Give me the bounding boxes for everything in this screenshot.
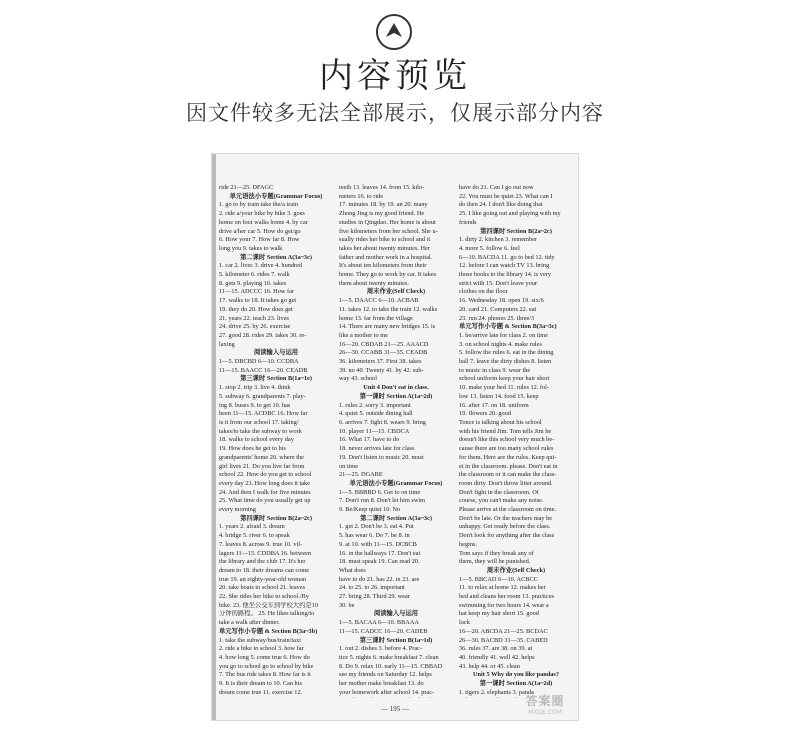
answer-line: meters 16. to ride [339, 192, 384, 200]
answer-line: 7. Don't run 8. Don't let him swim [339, 497, 426, 505]
answer-line: 26—30. BACBD 31—35. CABED [459, 636, 548, 644]
answer-line: friends [459, 218, 477, 226]
answer-line: 1. tigers 2. elephants 3. panda [459, 688, 534, 696]
answer-line: 5. subway 6. grandparents 7. play- [219, 392, 306, 400]
answer-line: home on foot walks home 4. by car [219, 218, 308, 226]
answer-line: 6. How your 7. How far 8. How [219, 236, 300, 244]
answer-line: doesn't like this school very much be- [459, 436, 555, 444]
page-subtitle: 因文件较多无法全部展示，仅展示部分内容 [186, 101, 604, 125]
answer-line: lagers 11—15. CDDBA 16. between [219, 549, 312, 557]
answer-line: 8. gets 9. playing 10. takes [219, 279, 287, 287]
answer-line: 39. no 40. Twenty 41. by 42. sub- [339, 366, 424, 374]
answer-line: dream to 18. their dreams can come [219, 566, 310, 574]
section-heading: 第二课时 Section A(3a~3c) [360, 514, 432, 522]
answer-line: been 11—15. ACDBC 16. How far [219, 410, 308, 418]
answer-line: grandparents' home 20. where the [219, 453, 304, 461]
answer-line: have do 21. Can I go out now [459, 184, 534, 191]
answer-line: take a walk after dinner. [219, 619, 280, 627]
answer-line: ing 8. buses 9. to get 10. has [219, 401, 291, 409]
answer-line: 24. to 25. to 26. important [339, 584, 405, 592]
answer-line: clothes on the floor [459, 288, 508, 296]
answer-line: begins. [459, 540, 478, 548]
answer-columns [219, 184, 573, 698]
answer-line: 22. You must be quiet 23. What can I [459, 192, 553, 200]
answer-line: Don't fight in the classroom. Of [459, 488, 539, 496]
answer-line: 25. I like going out and playing with my [459, 210, 561, 218]
answer-line: 40. friendly 41. well 42. helps [459, 653, 535, 661]
answer-line: ride 21—25. DFAGC [219, 184, 274, 191]
section-heading: 单元写作小专题 & Section B(3a~3b) [219, 627, 318, 635]
answer-line: Zhong Jing is my good friend. He [339, 210, 425, 218]
answer-line: 18. walks to school every day [219, 436, 294, 444]
answer-line: 16. What 17. have to do [339, 436, 400, 444]
answer-line: hat keep my hair short 15. good [459, 610, 539, 618]
section-heading: 周末作业(Self Check) [486, 566, 546, 574]
answer-line: 10. player 11—15. CBDCA [339, 427, 410, 435]
answer-line: 1—5. DAACC 6—10. ACBAB [339, 297, 419, 305]
answer-line: her mother make breakfast 13. do [339, 680, 424, 688]
answer-line: 24. drive 25. by 26. exercise [219, 323, 291, 331]
answer-line: 18. must speak 19. Can read 20. [339, 558, 420, 566]
answer-line: 1. be/arrive late for class 2. on time [459, 331, 548, 339]
section-heading: 第一课时 Section A(1a~2d) [359, 392, 433, 400]
answer-line: 17. walks to 18. It takes go get [219, 297, 297, 305]
answer-line: 3. on school nights 4. make rules [459, 340, 542, 348]
answer-line: 16. after 17. on 18. uniform [459, 401, 529, 409]
answer-line: 1. out 2. dishes 3. before 4. Prac- [339, 645, 423, 653]
answer-line: 24. And then I walk for five minutes [219, 488, 311, 496]
answer-line: 1. years 2. afraid 3. dream [219, 523, 285, 531]
answer-line: strict with 15. Don't leave your [459, 279, 538, 287]
answer-line: 14. There are many new bridges 15. is [339, 323, 436, 331]
answer-line: 9. at 10. with 11—15. DCBCB [339, 540, 417, 548]
answer-line: 17. minutes 18. by 19. an 20. many [339, 201, 428, 209]
answer-line: 19. Don't listen to music 20. must [339, 453, 424, 461]
answer-line: 1—5. BACAA 6—10. BBAAA [339, 619, 419, 627]
section-heading: 阅读输入与运用 [253, 349, 299, 357]
answer-line: home 13. far from the village [339, 314, 413, 322]
answer-line: 19. flowers 20. good [459, 410, 511, 418]
answer-line: them about twenty minutes. [339, 279, 409, 287]
answer-line: 1. rules 2. sorry 3. important [339, 401, 411, 409]
answer-column-left [219, 184, 333, 698]
answer-line: Please arrive at the classroom on time. [459, 506, 557, 514]
answer-line: 11—15. ADCCC 16. How far [219, 288, 294, 296]
section-heading: 第三课时 Section B(1a~1d) [359, 636, 433, 644]
answer-line: cause there are too many school rules [459, 445, 554, 453]
answer-line: every day 23. How long does it take [219, 479, 310, 487]
answer-line: the library and the club 17. It's her [219, 558, 306, 566]
watermark-logo [518, 692, 572, 716]
answer-line: 11—15. CADCC 16—20. CADEB [339, 627, 428, 635]
answer-line: 26—30. CCABB 31—35. CEADB [339, 349, 428, 357]
answer-line: those books to the library 14. is very [459, 271, 551, 279]
answer-line: studies in Qingdao. Her home is about [339, 218, 436, 226]
answer-column-right [459, 184, 573, 698]
section-heading: 周末作业(Self Check) [366, 288, 426, 296]
answer-line: drive a/her car 5. How do get/go [219, 227, 301, 235]
answer-line: 12. before I can watch TV 13. bring [459, 262, 550, 270]
answer-line: you go to school go to school by bike [219, 662, 314, 670]
section-heading: 第四课时 Section B(2a~2c) [240, 514, 312, 522]
answer-line: 19. How does he get to his [219, 445, 286, 453]
answer-line: takes/to take the subway to work [219, 427, 302, 435]
answer-line: like a mother to me [339, 331, 388, 339]
answer-line [339, 697, 453, 698]
answer-line: with his friend Jim. Tom tells Jim he [459, 427, 552, 435]
answer-line: hall 7. leave the dirty dishes 8. listen [459, 358, 552, 366]
answer-line: 16—20. ABCDA 21—25. BCDAC [459, 627, 548, 635]
answer-line: 7. leaves 8. across 9. true 10. vil- [219, 540, 303, 548]
answer-line: Don't look for anything after the class [459, 532, 555, 540]
answer-line: 1—5. BBCAD 6—10. ACBCC [459, 575, 538, 583]
answer-line: 18. never arrives late for class [339, 445, 415, 453]
answer-line: 16—20. CBDAB 21—25. AAACD [339, 340, 429, 348]
answer-line: laxing [219, 340, 235, 348]
answer-line: school 22. How do you get to school [219, 471, 312, 479]
answer-line: 20. take boats to school 21. leaves [219, 584, 306, 592]
answer-line: 5. kilometer 6. rides 7. walk [219, 271, 290, 279]
answer-line: for them. Here are the rules. Keep qui- [459, 453, 557, 461]
answer-line: What does [339, 566, 366, 574]
answer-line: 11. takes 12. to take the train 12. walks [339, 305, 438, 313]
answer-line: 1—5. BBBBD 6. Get to on time [339, 488, 421, 496]
answer-line: 5. follow the rules 6. eat in the dining [459, 349, 554, 357]
answer-line: 4. more 5. follow 6. feel [459, 244, 520, 252]
answer-line: 10. make your bed 11. rules 12. fol- [459, 384, 550, 392]
section-heading: 单元语法小专题(Grammar Focus) [229, 192, 323, 200]
answer-line: every morning [219, 506, 256, 514]
answer-line: see my friends on Saturday 12. helps [339, 671, 432, 679]
answer-line: 36. rules 37. are 38. on 39. at [459, 645, 533, 653]
answer-line: on time [339, 462, 359, 470]
answer-line: 27. good 28. rides 29. takes 30. re- [219, 331, 307, 339]
answer-line: girl lives 21. Do you live far from [219, 462, 305, 470]
answer-line: 11—15. BAACC 16—20. CEADB [219, 366, 308, 374]
answer-line: your homework after school 14. prac- [339, 688, 435, 696]
document-preview [211, 153, 579, 721]
answer-line: 16. Wednesday 18. open 19. six/6 [459, 297, 544, 305]
section-heading: Unit 4 Don't eat in class. [363, 384, 429, 392]
section-heading: Unit 5 Why do you like pandas? [473, 671, 559, 679]
answer-line: 5. has wear 6. Do 7. be 8. in [339, 532, 410, 540]
answer-line: 1. go to by train take the/a train [219, 201, 299, 209]
answer-line: to music in class 9. wear the [459, 366, 531, 374]
answer-line: 1. stop 2. trip 3. live 4. think [219, 384, 291, 392]
answer-line: bike. 23. 他坐公交车到学校大约是10 [219, 601, 318, 609]
answer-line: teeth 13. leaves 14. from 15. kilo- [339, 184, 425, 191]
answer-line: 2. ride a bike to school 3. how far [219, 645, 304, 653]
answer-line: five kilometers from her school. She u- [339, 227, 438, 235]
answer-line: true 19. an eighty-year-old woman [219, 575, 307, 583]
answer-line: Tom says if they break any of [459, 549, 534, 557]
answer-line: 4. how long 5. come true 6. How do [219, 653, 310, 661]
answer-line: 9. Be/Keep quiet 10. No [339, 506, 401, 514]
answer-line: 25. What time do you usually get up [219, 497, 311, 505]
answer-line: 23. run 24. phones 25. three/3 [459, 314, 535, 322]
answer-line: 分钟的路程。 25. He likes talking/to [219, 610, 315, 618]
answer-line: 22. She rides her bike to school./By [219, 593, 309, 601]
answer-line: 6—10. BACDA 11. go to bed 12. tidy [459, 253, 555, 261]
watermark-url: MXQE.COM [528, 709, 562, 716]
answer-line: 1. dirty 2. kitchen 3. remember [459, 236, 537, 244]
section-heading: 阅读输入与运用 [373, 610, 419, 618]
answer-line: have to do 21. has 22. in 23. are [339, 575, 420, 583]
answer-line: 21. years 22. teach 23. lives [219, 314, 289, 322]
answer-line: room dirty. Don't throw litter around. [459, 479, 553, 487]
answer-line: 9. It is their dream to 10. Can his [219, 680, 302, 688]
section-heading: 第四课时 Section B(2a~2c) [480, 227, 552, 235]
answer-line: do then 24. I don't like doing that [459, 201, 543, 209]
answer-line: 4. bridge 5. river 6. to speak [219, 532, 290, 540]
watermark-text: 答案圈 [525, 694, 565, 708]
section-heading: 单元语法小专题(Grammar Focus) [349, 479, 443, 487]
answer-line: tice 5. nights 6. make breakfast 7. clean [339, 653, 439, 661]
answer-line: 1—5. DBCBD 6—10. CCDBA [219, 358, 299, 366]
answer-line: the classroom or it can make the class- [459, 471, 557, 479]
answer-line: dream come true 11. exercise 12. [219, 688, 303, 696]
answer-line: home. They go to work by car. It takes [339, 271, 437, 279]
answer-line: 1. get 2. Don't be 3. eat 4. Put [339, 523, 414, 531]
answer-line: 16. in the hallways 17. Don't eat [339, 549, 421, 557]
section-heading: 单元写作小专题 & Section B(3a~3c) [459, 323, 557, 331]
answer-line: 2. ride a/your bike by bike 3. goes [219, 210, 305, 218]
answer-line: 43. help 44. or 45. clean [459, 662, 520, 670]
section-heading: 第二课时 Section A(3a~3c) [240, 253, 312, 261]
section-heading: 第一课时 Section A(1a~2d) [479, 680, 553, 688]
answer-line: et in the classroom. please. Don't eat in [459, 462, 558, 470]
answer-line: way 43. school [339, 375, 377, 383]
answer-line: 6. arrives 7. fight 8. wears 9. bring [339, 418, 426, 426]
page-number: — 195 — [381, 705, 409, 713]
answer-line: Tonce is talking about his school [459, 418, 542, 426]
answer-line: 21—25. DGABE [339, 471, 383, 479]
logo-icon [376, 14, 412, 50]
answer-line: 1. take the subway/bus/train/taxi [219, 636, 301, 644]
answer-line: 20. card 21. Computers 22. eat [459, 305, 537, 313]
answer-line: 11. to relax at home 12. makes her [459, 584, 546, 592]
answer-line: them, they will be punished. [459, 558, 531, 566]
answer-line: 8. Do 9. relax 10. early 11—15. CBBAD [339, 662, 443, 670]
answer-line: bed and cleans her room 13. practices [459, 593, 554, 601]
answer-line: swimming for two hours 14. wear a [459, 601, 549, 609]
answer-line: 4. quiet 5. outside dining hall [339, 410, 413, 418]
answer-line: takes her about twenty minutes. Her [339, 244, 430, 252]
answer-line: 36. kilometers 37. First 38. takes [339, 358, 422, 366]
answer-line: 27. bring 28. Third 29. wear [339, 593, 410, 601]
answer-line: Don't be late. Or the teachers may be [459, 514, 553, 522]
answer-line: long you 9. takes to walk [219, 244, 283, 252]
answer-line: sually rides her bike to school and it [339, 236, 431, 244]
answer-line: 1. car 2. lives 3. drive 4. hundred [219, 262, 303, 270]
answer-line: low 13. listen 14. food 15. keep [459, 392, 539, 400]
answer-line: 19. they do 20. How does get [219, 305, 293, 313]
answer-line: luck [459, 619, 470, 627]
answer-line: It's about ten kilometers from their [339, 262, 427, 270]
page-title: 内容预览 [319, 56, 471, 96]
answer-line: father and mother work in a hospital. [339, 253, 433, 261]
section-heading: 第三课时 Section B(1a~1e) [240, 375, 312, 383]
answer-column-middle [339, 184, 453, 698]
answer-line: 7. The bus ride takes 8. How far is it [219, 671, 311, 679]
answer-line: school uniform keep your hair short [459, 375, 550, 383]
answer-line: 30. be [339, 601, 355, 609]
answer-line: is it from our school 17. taking/ [219, 418, 299, 426]
answer-line: unhappy. Get ready before the class. [459, 523, 551, 531]
answer-line: course, you can't make any noise. [459, 497, 544, 505]
